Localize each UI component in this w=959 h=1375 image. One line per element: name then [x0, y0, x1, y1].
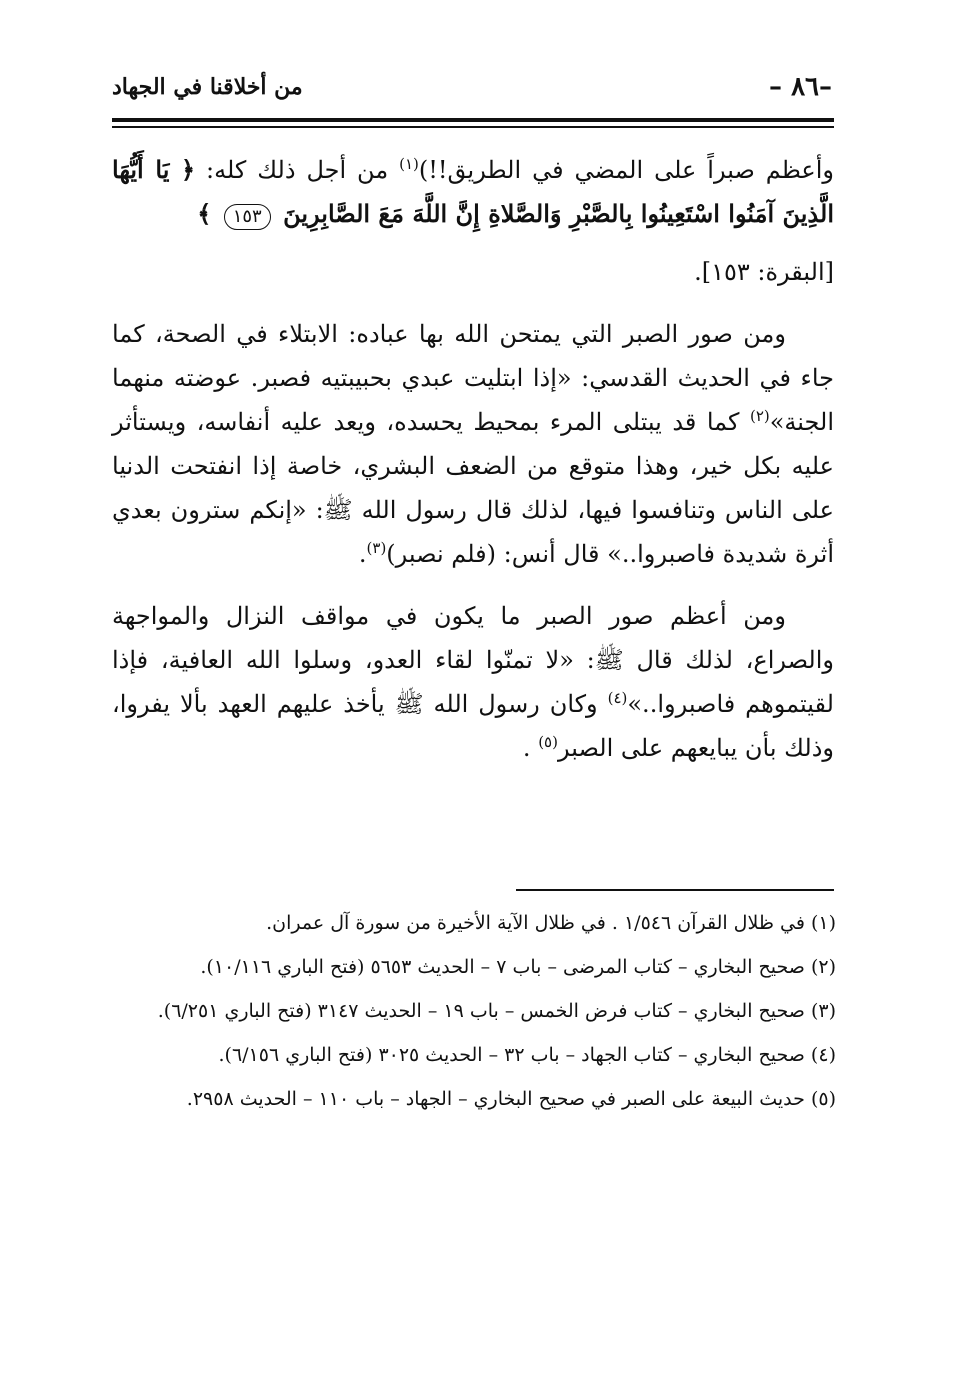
footnote-4: (٤) صحيح البخاري – كتاب الجهاد – باب ٣٢ – الحديث ٣٠٢٥ (فتح الباري ٦/١٥٦).: [218, 1044, 836, 1066]
running-title: من أخلاقنا في الجهاد: [112, 74, 303, 100]
paragraph-3-text-c: .: [522, 734, 539, 762]
header-rule-thick: [112, 118, 834, 122]
header-rule-thin: [112, 126, 834, 128]
paragraph-3: [112, 594, 834, 770]
ayah-number-marker: ١٥٣: [224, 204, 271, 230]
footnote-ref-5: (٥): [538, 733, 558, 751]
quran-verse-text: ﴿ يَا أَيُّهَا الَّذِينَ آمَنُوا اسْتَعِينُوا بِالصَّبْرِ وَالصَّلاةِ إِنَّ اللَّهَ مَعَ الصَّابِرِينَ: [112, 155, 834, 228]
paragraph-2-text-b: كما قد يبتلى المرء بمحيط يحسده، ويعد عليه أنفاسه، ويستأثر عليه بكل خير، وهذا متوقع من الضعف البشري، خاصة إذا انفتحت الدنيا على الناس وتنافسوا فيها، لذلك قال رسول الله ﷺ: «إنكم سترون بعدي أثرة شديدة فاصبروا..» قال أنس: (فلم نصبر): [112, 408, 834, 568]
paragraph-2-text-c: .: [358, 540, 367, 568]
footnote-ref-2: (٢): [749, 407, 770, 425]
page-number: –٨٦ –: [769, 72, 832, 102]
paragraph-3-text-a: ومن أعظم صور الصبر ما يكون في مواقف النزال والمواجهة والصراع، لذلك قال ﷺ: «لا تمنّوا لقاء العدو، وسلوا الله العافية، فإذا لقيتموهم فاصبروا..»: [112, 602, 834, 718]
footnote-5: (٥) حديث البيعة على الصبر في صحيح البخاري – الجهاد – باب ١١٠ – الحديث ٢٩٥٨.: [186, 1088, 836, 1110]
footnotes: [112, 904, 836, 1124]
paragraph-2: [112, 312, 834, 576]
paragraph-1-text-2: من أجل ذلك كله:: [206, 156, 400, 184]
footnote-separator: [516, 889, 834, 891]
footnote-2: (٢) صحيح البخاري – كتاب المرضى – باب ٧ – الحديث ٥٦٥٣ (فتح الباري ١٠/١١٦).: [200, 956, 836, 978]
footnote-1: (١) في ظلال القرآن ١/٥٤٦ . في ظلال الآية الأخيرة من سورة آل عمران.: [266, 912, 836, 934]
footnote-ref-1: (١): [399, 155, 419, 173]
paragraph-1: [112, 148, 834, 236]
paragraph-1-text: وأعظم صبراً على المضي في الطريق!!): [418, 156, 834, 184]
paragraph-3-text-b: وكان رسول الله ﷺ يأخذ عليهم العهد بألا يفروا، وذلك بأن يبايعهم على الصبر: [112, 690, 834, 762]
surah-reference: [البقرة: ١٥٣].: [694, 258, 834, 286]
footnote-3: (٣) صحيح البخاري – كتاب فرض الخمس – باب ١٩ – الحديث ٣١٤٧ (فتح الباري ٦/٢٥١).: [157, 1000, 836, 1022]
page-header: [112, 72, 832, 112]
main-text: [112, 148, 834, 770]
footnote-ref-4: (٤): [607, 689, 628, 707]
quran-verse-close: ﴾: [197, 199, 212, 228]
paragraph-2-text-a: ومن صور الصبر التي يمتحن الله بها عباده: الابتلاء في الصحة، كما جاء في الحديث القدسي: «إذا ابتليت عبدي بحبيبتيه فصبر. عوضته منهما الجنة»: [112, 320, 834, 436]
footnote-ref-3: (٣): [366, 539, 387, 557]
